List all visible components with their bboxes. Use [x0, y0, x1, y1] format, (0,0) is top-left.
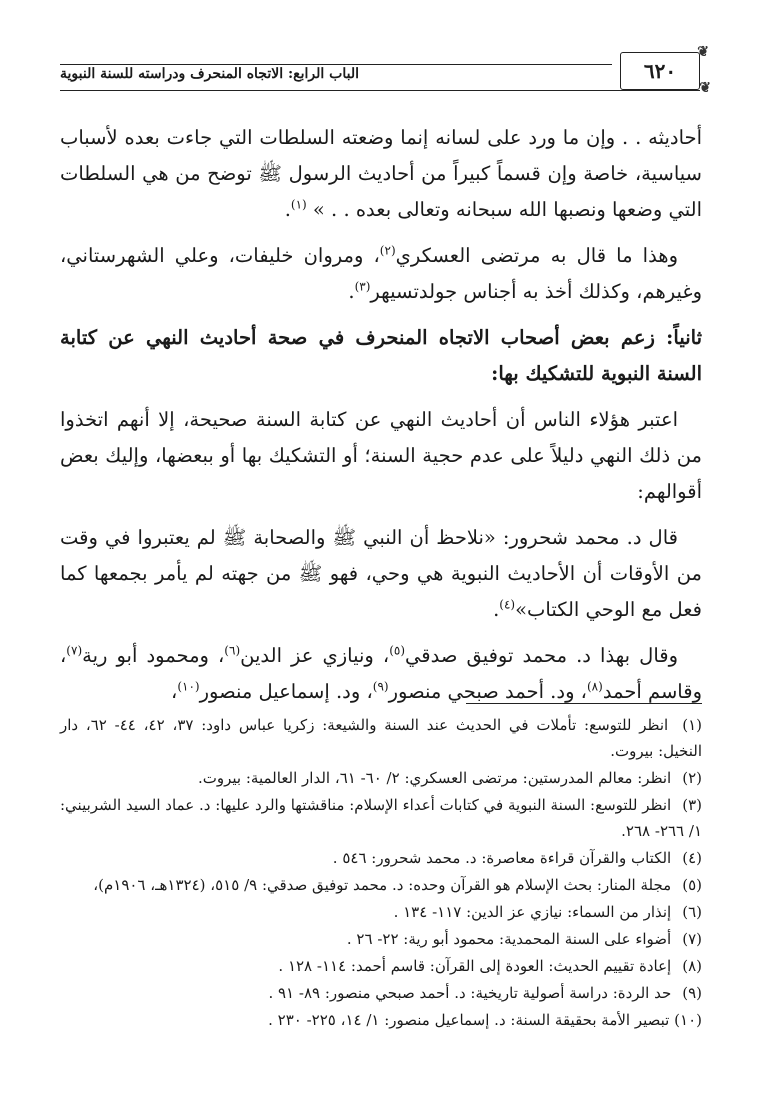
footnote-number: (٤) — [682, 849, 702, 867]
footnote-number: (٨) — [682, 957, 702, 975]
footnote-number: (١٠) — [674, 1011, 702, 1029]
footnote-text: انظر للتوسع: السنة النبوية في كتابات أعداء الإسلام: مناقشتها والرد عليها: د. عماد السيد الشربيني: ١/ ٢٦٦- ٢٦٨. — [60, 796, 702, 840]
page-number-box — [620, 44, 711, 96]
main-text — [60, 120, 702, 720]
footnote-number: (٥) — [682, 876, 702, 894]
paragraph-2: وهذا ما قال به مرتضى العسكري$^{(٢)}$، ومروان خليفات، وعلي الشهرستاني، وغيرهم، وكذلك أخذ به أجناس جولدتسيهر$^{(٣)}$. — [60, 243, 702, 303]
footnote-ref: (٧) — [66, 643, 83, 658]
footnote-text: إنذار من السماء: نيازي عز الدين: ١١٧- ١٣٤ . — [393, 903, 672, 921]
paragraph-4: قال د. محمد شحرور: «نلاحظ أن النبي ﷺ والصحابة ﷺ لم يعتبروا في وقت من الأوقات أن الأحاديث النبوية هي وحي، فهو ﷺ من جهته لم يأمر بجمعها كما فعل مع الوحي الكتاب»$^{(٤)}$. — [60, 526, 702, 621]
footnote — [60, 872, 702, 898]
footnote — [60, 792, 702, 844]
footnote-ref: (٥) — [389, 643, 406, 658]
footnote-ref: (٢) — [379, 243, 396, 258]
section-heading: ثانياً: زعم بعض أصحاب الاتجاه المنحرف في صحة أحاديث النهي عن كتابة السنة النبوية للتشكيك بها: — [60, 326, 702, 385]
footnote — [60, 899, 702, 925]
header-rule-top — [60, 64, 612, 65]
paragraph-5: وقال بهذا د. محمد توفيق صدقي$^{(٥)}$، ونيازي عز الدين$^{(٦)}$، ومحمود أبو رية$^{(٧)}$، وقاسم أحمد$^{(٨)}$، ود. أحمد صبحي منصور$^{(٩)}$، ود. إسماعيل منصور$^{(١٠)}$، — [60, 643, 702, 703]
footnote-text: انظر: معالم المدرستين: مرتضى العسكري: ٢/ ٦٠- ٦١، الدار العالمية: بيروت. — [198, 769, 672, 787]
footnote-text: حد الردة: دراسة أصولية تاريخية: د. أحمد صبحي منصور: ٨٩- ٩١ . — [268, 984, 672, 1002]
footnote-text: انظر للتوسع: تأملات في الحديث عند السنة والشيعة: زكريا عباس داود: ٣٧، ٤٢، ٤٤- ٦٢، دار النخيل: بيروت. — [60, 716, 702, 760]
paragraph-3: اعتبر هؤلاء الناس أن أحاديث النهي عن كتابة السنة صحيحة، إلا أنهم اتخذوا من ذلك النهي دليلاً على عدم حجية السنة؛ أو التشكيك بها أو ببعضها، وإليك بعض أقوالهم: — [60, 408, 702, 503]
footnotes — [60, 712, 702, 1034]
corner-ornament-icon: ❦ — [699, 80, 711, 96]
footnote-number: (٣) — [682, 796, 702, 814]
header-rule-bottom — [60, 90, 700, 91]
footnote-number: (٢) — [682, 769, 702, 787]
corner-ornament-icon: ❦ — [697, 44, 709, 60]
footnote-text: أضواء على السنة المحمدية: محمود أبو رية: ٢٢- ٢٦ . — [346, 930, 672, 948]
footnote — [60, 980, 702, 1006]
footnote — [60, 926, 702, 952]
footnote — [60, 953, 702, 979]
footnote-separator — [466, 703, 702, 704]
footnote — [60, 1007, 702, 1033]
page-header — [60, 44, 711, 96]
footnote — [60, 845, 702, 871]
footnote-ref: (٨) — [586, 679, 603, 694]
footnote-ref: (٤) — [499, 597, 516, 612]
footnote-number: (٦) — [682, 903, 702, 921]
footnote-ref: (٦) — [224, 643, 241, 658]
footnote-ref: (٩) — [372, 679, 389, 694]
page-number: ٦٢٠ — [643, 59, 677, 83]
footnote-text: الكتاب والقرآن قراءة معاصرة: د. محمد شحرور: ٥٤٦ . — [332, 849, 672, 867]
footnote-text: تبصير الأمة بحقيقة السنة: د. إسماعيل منصور: ١/ ١٤، ٢٢٥- ٢٣٠ . — [268, 1011, 670, 1029]
footnote-number: (١) — [682, 716, 703, 734]
footnote-ref: (٣) — [354, 279, 371, 294]
footnote-ref: (١٠) — [177, 679, 200, 694]
chapter-title: الباب الرابع: الاتجاه المنحرف ودراسته للسنة النبوية — [60, 66, 359, 82]
footnote — [60, 712, 702, 764]
footnote-ref: (١) — [290, 197, 307, 212]
paragraph-1: أحاديثه . . وإن ما ورد على لسانه إنما وضعته السلطات التي جاءت بعده لأسباب سياسية، خاصة وإن قسماً كبيراً من أحاديث الرسول ﷺ توضح من هي السلطات التي وضعها ونصبها الله سبحانه وتعالى بعده . . » $^{(١)}$. — [60, 126, 702, 221]
footnote-text: مجلة المنار: بحث الإسلام هو القرآن وحده: د. محمد توفيق صدقي: ٩/ ٥١٥، (١٣٢٤هـ، ١٩٠٦م)، — [93, 876, 672, 894]
footnote-number: (٩) — [682, 984, 702, 1002]
footnote-text: إعادة تقييم الحديث: العودة إلى القرآن: قاسم أحمد: ١١٤- ١٢٨ . — [278, 957, 672, 975]
footnote-number: (٧) — [682, 930, 702, 948]
footnote — [60, 765, 702, 791]
